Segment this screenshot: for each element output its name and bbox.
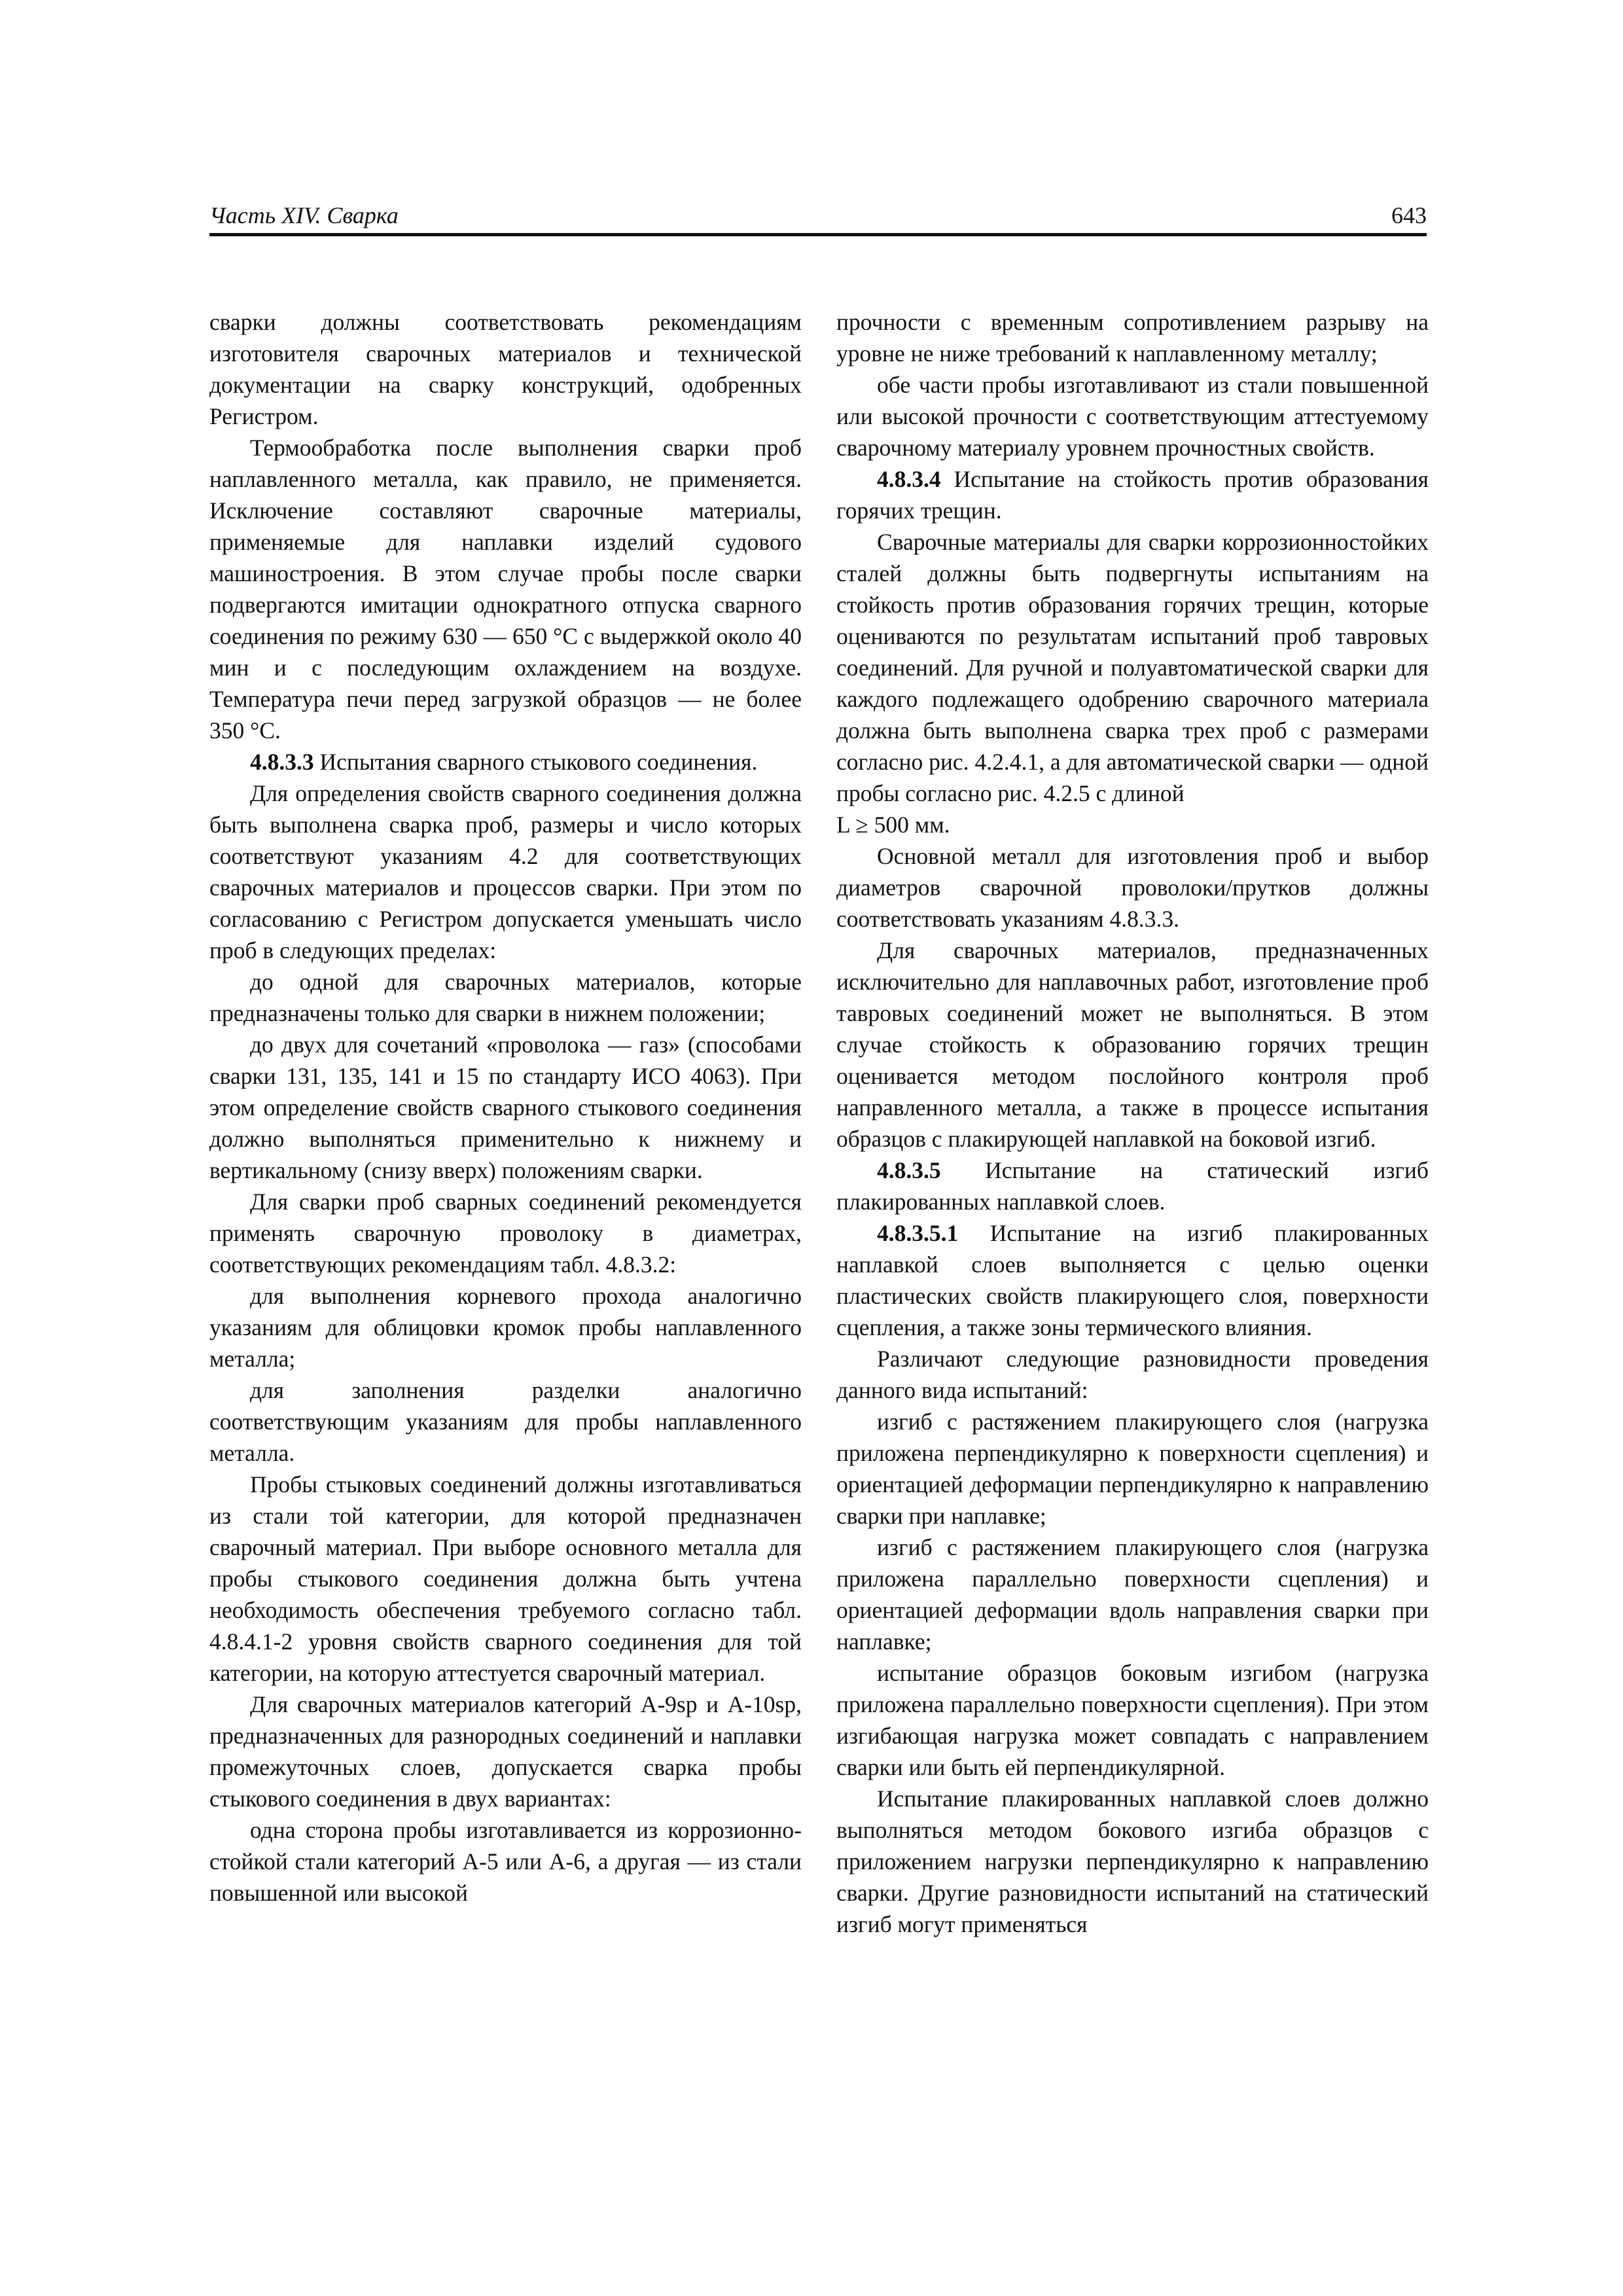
part-title: Часть XIV. Сварка: [209, 202, 399, 228]
paragraph: Для сварки проб сварных соединений рекомендуется применять сварочную проволоку в диаметрах, соответствующих рекомендациям табл. 4.8.3.2:: [209, 1189, 802, 1278]
paragraph: Различают следующие разновидности проведения данного вида испытаний:: [836, 1346, 1429, 1403]
paragraph: Термообработка после выполнения сварки проб наплавленного металла, как правило, не применяется. Исключение составляют сварочные материалы, применяемые для наплавки изделий судового машиностроения. В этом случае пробы после сварки подвергаются имитации однократного отпуска сварного соединения по режиму 630 — 650 °С с выдержкой около 40 мин и с последующим охлаждением на воздухе. Температура печи перед загрузкой образцов — не более 350 °С.: [209, 435, 802, 744]
paragraph: Испытание плакированных наплавкой слоев должно выполняться методом бокового изгиба образцов с приложением нагрузки перпендикулярно к направлению сварки. Другие разновидности испытаний на статический изгиб могут применяться: [836, 1785, 1429, 1937]
paragraph: Сварочные материалы для сварки коррозионностойких сталей должны быть подвергнуты испытаниям на стойкость против образования горячих трещин, которые оцениваются по результатам испытаний проб тавровых соединений. Для ручной и полуавтоматической сварки для каждого подлежащего одобрению сварочного материала должна быть выполнена сварка трех проб с размерами согласно рис. 4.2.4.1, а для автоматической сварки — одной пробы согласно рис. 4.2.5 с длиной: [836, 529, 1429, 806]
list-item: для заполнения разделки аналогично соответствующим указаниям для пробы наплавленного металла.: [209, 1377, 802, 1466]
running-head: [209, 196, 1427, 236]
list-item: до одной для сварочных материалов, которые предназначены только для сварки в нижнем положении;: [209, 969, 802, 1026]
list-item: до двух для сочетаний «проволока — газ» (способами сварки 131, 135, 141 и 15 по стандарту ИСО 4063). При этом определение свойств сварного стыкового соединения должно выполняться применительно к нижнему и вертикальному (снизу вверх) положениям сварки.: [209, 1031, 802, 1183]
list-item: испытание образцов боковым изгибом (нагрузка приложена параллельно поверхности сцепления). При этом изгибающая нагрузка может совпадать с направлением сварки или быть ей перпендикулярной.: [836, 1660, 1429, 1780]
section-heading: 4.8.3.4 Испытание на стойкость против образования горячих трещин.: [836, 466, 1429, 524]
section-heading: 4.8.3.3 Испытания сварного стыкового соединения.: [250, 749, 758, 775]
paragraph: L ≥ 500 мм.: [836, 812, 950, 838]
section-number: 4.8.3.4: [877, 466, 941, 492]
paragraph: Для определения свойств сварного соединения должна быть выполнена сварка проб, размеры и число которых соответствуют указаниям 4.2 для соответствующих сварочных материалов и процессов сварки. При этом по согласованию с Регистром допускается уменьшать число проб в следующих пределах:: [209, 780, 802, 963]
paragraph: Для сварочных материалов, предназначенных исключительно для наплавочных работ, изготовление проб тавровых соединений может не выполняться. В этом случае стойкость к образованию горячих трещин оценивается методом послойного контроля проб направленного металла, а также в процессе испытания образцов с плакирующей наплавкой на боковой изгиб.: [836, 937, 1429, 1152]
list-item: обе части пробы изготавливают из стали повышенной или высокой прочности с соответствующим аттестуемому сварочному материалу уровнем прочностных свойств.: [836, 372, 1429, 461]
paragraph: сварки должны соответствовать рекомендациям изготовителя сварочных материалов и технической документации на сварку конструкций, одобренных Регистром.: [209, 309, 802, 429]
paragraph: прочности с временным сопротивлением разрыву на уровне не ниже требований к наплавленному металлу;: [836, 309, 1429, 367]
paragraph: Для сварочных материалов категорий А-9sp и А-10sp, предназначенных для разнородных соединений и наплавки промежуточных слоев, допускается сварка пробы стыкового соединения в двух вариантах:: [209, 1691, 802, 1812]
right-column: [836, 306, 1429, 1940]
section-heading: 4.8.3.5 Испытание на статический изгиб плакированных наплавкой слоев.: [836, 1157, 1429, 1215]
section-number: 4.8.3.5: [877, 1157, 941, 1183]
section-number: 4.8.3.5.1: [877, 1220, 959, 1246]
page-number: 643: [1391, 202, 1427, 228]
list-item: для выполнения корневого прохода аналогично указаниям для облицовки кромок пробы наплавленного металла;: [209, 1283, 802, 1372]
paragraph: Основной металл для изготовления проб и выбор диаметров сварочной проволоки/прутков должны соответствовать указаниям 4.8.3.3.: [836, 843, 1429, 932]
section-heading: 4.8.3.5.1 Испытание на изгиб плакированных наплавкой слоев выполняется с целью оценки пластических свойств плакирующего слоя, поверхности сцепления, а также зоны термического влияния.: [836, 1220, 1429, 1340]
list-item: изгиб с растяжением плакирующего слоя (нагрузка приложена параллельно поверхности сцепления) и ориентацией деформации вдоль направления сварки при наплавке;: [836, 1534, 1429, 1655]
paragraph: Пробы стыковых соединений должны изготавливаться из стали той категории, для которой предназначен сварочный материал. При выборе основного металла для пробы стыкового соединения должна быть учтена необходимость обеспечения требуемого согласно табл. 4.8.4.1-2 уровня свойств сварного соединения для той категории, на которую аттестуется сварочный материал.: [209, 1471, 802, 1686]
section-number: 4.8.3.3: [250, 749, 314, 775]
left-column: [209, 306, 802, 1909]
list-item: изгиб с растяжением плакирующего слоя (нагрузка приложена перпендикулярно к поверхности сцепления) и ориентацией деформации перпендикулярно к направлению сварки при наплавке;: [836, 1408, 1429, 1529]
list-item: одна сторона пробы изготавливается из коррозионно-стойкой стали категорий А-5 или А-6, а другая — из стали повышенной или высокой: [209, 1817, 802, 1906]
